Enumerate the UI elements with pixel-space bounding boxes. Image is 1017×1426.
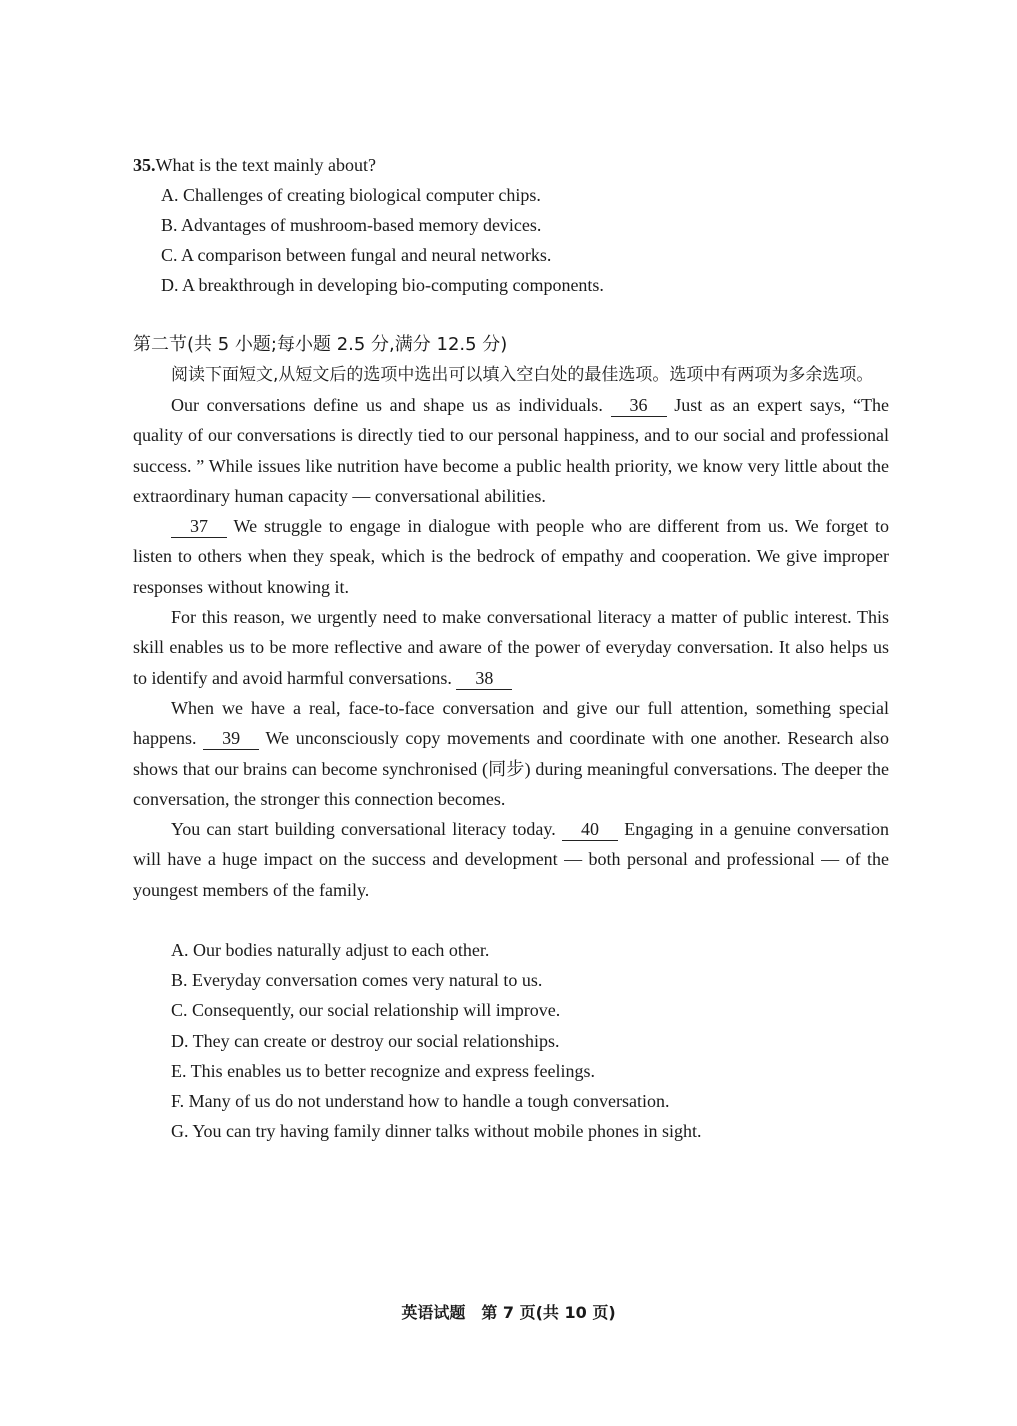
answer-option-c: C. Consequently, our social relationship will improve.	[171, 1000, 561, 1021]
question-number: 35.	[133, 155, 156, 175]
section-title: 第二节(共 5 小题;每小题 2.5 分,满分 12.5 分)	[133, 334, 508, 355]
question-35-stem	[133, 150, 889, 180]
question-stem: What is the text mainly about?	[155, 155, 376, 175]
paragraph-text: We unconsciously copy movements and coordinate with one another. Research also shows that our brains can become synchronised (同步) during meaningful conversations. The deeper the conversation, the stronger this connection becomes.	[133, 728, 889, 809]
passage-paragraph-1	[133, 390, 889, 511]
answer-option-a: A. Our bodies naturally adjust to each other.	[171, 940, 490, 961]
blank-38: 38	[456, 667, 512, 690]
option-c: C. A comparison between fungal and neural networks.	[161, 245, 552, 265]
section-instruction: 阅读下面短文,从短文后的选项中选出可以填入空白处的最佳选项。选项中有两项为多余选项。	[171, 365, 874, 385]
question-35	[133, 150, 889, 300]
option-b: B. Advantages of mushroom-based memory devices.	[161, 215, 542, 235]
blank-39: 39	[203, 727, 259, 750]
answer-option-e: E. This enables us to better recognize and express feelings.	[171, 1060, 596, 1081]
answer-option-f: F. Many of us do not understand how to handle a tough conversation.	[171, 1091, 670, 1112]
option-a: A. Challenges of creating biological computer chips.	[161, 185, 541, 205]
blank-36: 36	[611, 394, 667, 417]
paragraph-text: You can start building conversational literacy today.	[171, 819, 556, 840]
passage-paragraph-5	[133, 814, 889, 905]
paragraph-text: Engaging in a genuine conversation will have a huge impact on the success and development — both personal and professional — of the youngest members of the family.	[133, 819, 890, 900]
blank-37: 37	[171, 515, 227, 538]
passage-paragraph-4	[133, 693, 889, 814]
option-d: D. A breakthrough in developing bio-computing components.	[161, 275, 604, 295]
page-content	[133, 150, 889, 1146]
page-footer: 英语试题 第 7 页(共 10 页)	[401, 1303, 616, 1322]
passage-paragraph-3	[133, 602, 889, 693]
answer-option-b: B. Everyday conversation comes very natural to us.	[171, 970, 543, 991]
paragraph-text: Just as an expert says, “The quality of our conversations is directly tied to our personal happiness, and to our social and professional success. ” While issues like nutrition have become a public health priority, we know very little about the extraordinary human capacity — conversational abilities.	[133, 395, 890, 506]
answer-option-g: G. You can try having family dinner talks without mobile phones in sight.	[171, 1121, 702, 1142]
answer-options	[133, 935, 889, 1146]
paragraph-text: For this reason, we urgently need to make conversational literacy a matter of public interest. This skill enables us to be more reflective and aware of the power of everyday conversation. It also helps us to identify and avoid harmful conversations.	[133, 607, 889, 688]
paragraph-text: We struggle to engage in dialogue with people who are different from us. We forget to listen to others when they speak, which is the bedrock of empathy and cooperation. We give improper responses without knowing it.	[133, 516, 889, 597]
paragraph-text: Our conversations define us and shape us as individuals.	[171, 395, 603, 415]
blank-40: 40	[562, 818, 618, 841]
paragraph-text: When we have a real, face-to-face conversation and give our full attention, something special happens.	[133, 697, 889, 749]
passage-paragraph-2	[133, 511, 889, 602]
answer-option-d: D. They can create or destroy our social relationships.	[171, 1030, 560, 1051]
